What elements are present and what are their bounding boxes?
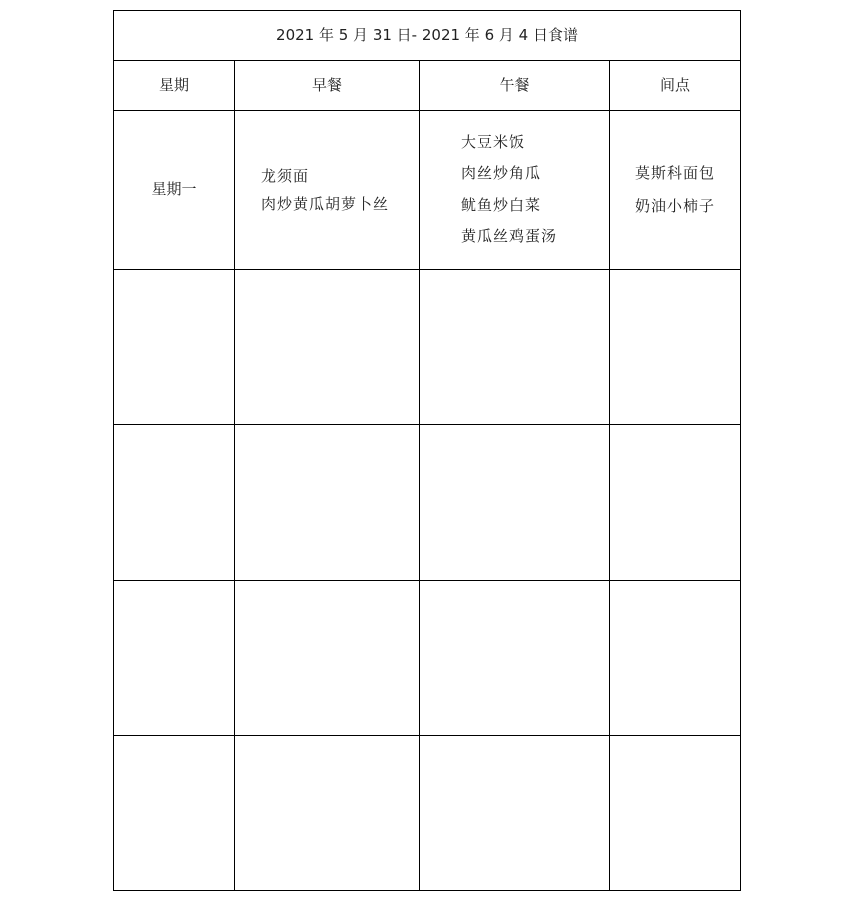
breakfast-cell — [235, 110, 420, 269]
menu-title: 2021 年 5 月 31 日- 2021 年 6 月 4 日食谱 — [114, 11, 741, 61]
lunch-cell — [420, 110, 610, 269]
empty-cell — [610, 580, 741, 735]
lunch-item: 鱿鱼炒白菜 — [461, 195, 542, 214]
table-row-empty — [114, 425, 741, 580]
snack-item: 奶油小柿子 — [634, 196, 715, 215]
header-weekday: 星期 — [114, 61, 235, 110]
empty-cell — [114, 425, 235, 580]
empty-cell — [420, 270, 610, 425]
breakfast-item: 肉炒黄瓜胡萝卜丝 — [261, 194, 390, 213]
empty-cell — [420, 735, 610, 890]
lunch-item: 肉丝炒角瓜 — [461, 164, 542, 183]
header-lunch: 午餐 — [420, 61, 610, 110]
lunch-item: 大豆米饭 — [461, 132, 526, 151]
header-snack: 间点 — [610, 61, 741, 110]
empty-cell — [235, 580, 420, 735]
snack-list — [610, 157, 740, 223]
snack-item: 莫斯科面包 — [634, 163, 715, 182]
empty-cell — [610, 735, 741, 890]
snack-cell — [610, 110, 741, 269]
header-row — [114, 61, 741, 110]
empty-cell — [235, 735, 420, 890]
breakfast-list — [235, 162, 419, 218]
empty-cell — [114, 735, 235, 890]
empty-cell — [610, 425, 741, 580]
empty-cell — [610, 270, 741, 425]
empty-cell — [420, 580, 610, 735]
empty-cell — [420, 425, 610, 580]
lunch-item: 黄瓜丝鸡蛋汤 — [461, 227, 558, 246]
breakfast-item: 龙须面 — [261, 166, 310, 185]
title-row — [114, 11, 741, 61]
empty-cell — [235, 270, 420, 425]
empty-cell — [114, 580, 235, 735]
table-row-empty — [114, 580, 741, 735]
lunch-list — [420, 127, 609, 253]
empty-cell — [114, 270, 235, 425]
header-breakfast: 早餐 — [235, 61, 420, 110]
empty-cell — [235, 425, 420, 580]
table-row-monday — [114, 110, 741, 269]
day-cell: 星期一 — [114, 110, 235, 269]
table-row-empty — [114, 735, 741, 890]
table-row-empty — [114, 270, 741, 425]
menu-table — [113, 10, 741, 891]
